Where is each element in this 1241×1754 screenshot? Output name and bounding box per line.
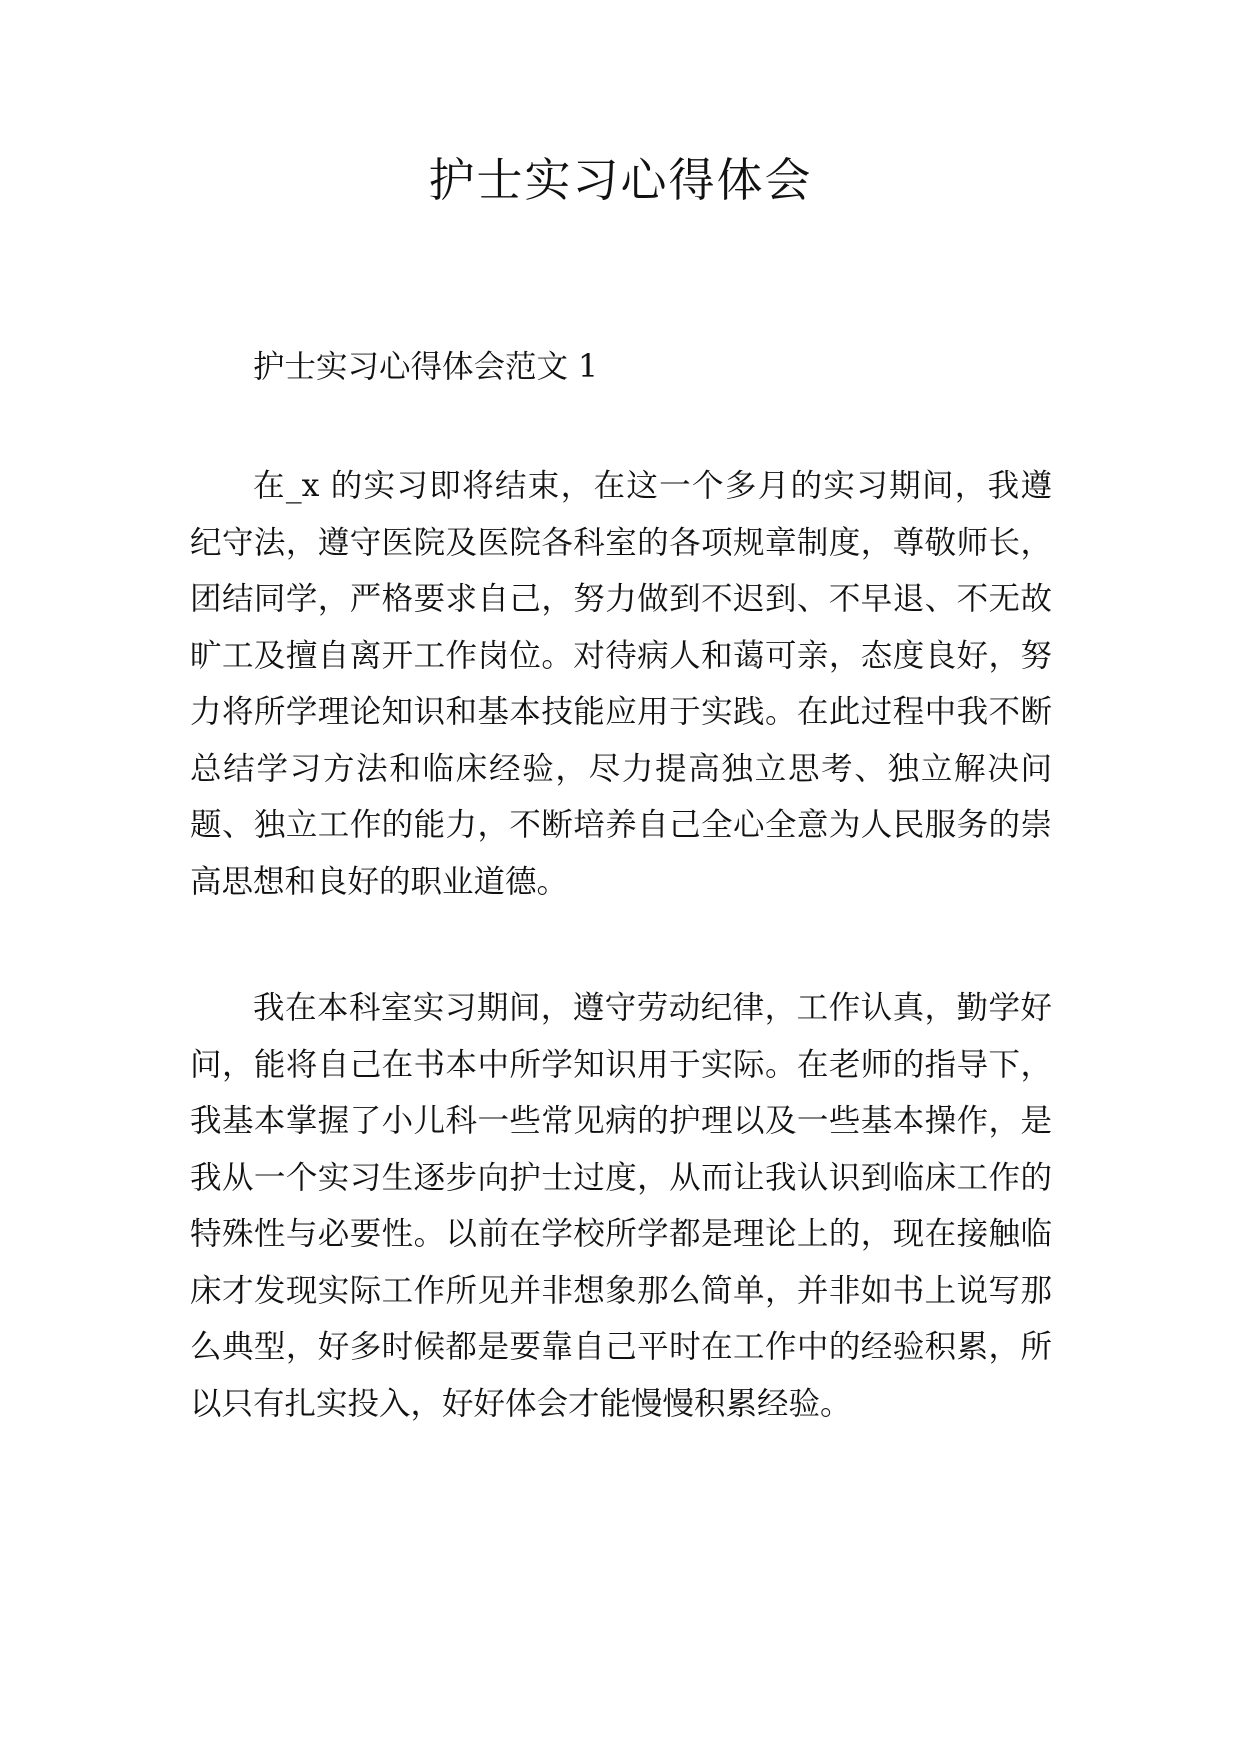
paragraph: 在_x 的实习即将结束，在这一个多月的实习期间，我遵纪守法，遵守医院及医院各科室的各项规章制度，尊敬师长，团结同学，严格要求自己，努力做到不迟到、不早退、不无故旷工及擅自离开工作岗位。对待病人和蔼可亲，态度良好，努力将所学理论知识和基本技能应用于实践。在此过程中我不断总结学习方法和临床经验，尽力提高独立思考、独立解决问题、独立工作的能力，不断培养自己全心全意为人民服务的崇高思想和良好的职业道德。	[190, 468, 1052, 900]
document-title: 护士实习心得体会	[428, 153, 813, 207]
paragraph: 我在本科室实习期间，遵守劳动纪律，工作认真，勤学好问，能将自己在书本中所学知识用于实际。在老师的指导下，我基本掌握了小儿科一些常见病的护理以及一些基本操作，是我从一个实习生逐步向护士过度，从而让我认识到临床工作的特殊性与必要性。以前在学校所学都是理论上的，现在接触临床才发现实际工作所见并非想象那么简单，并非如书上说写那么典型，好多时候都是要靠自己平时在工作中的经验积累，所以只有扎实投入，好好体会才能慢慢积累经验。	[190, 990, 1052, 1422]
document-subtitle: 护士实习心得体会范文 1	[253, 349, 599, 385]
